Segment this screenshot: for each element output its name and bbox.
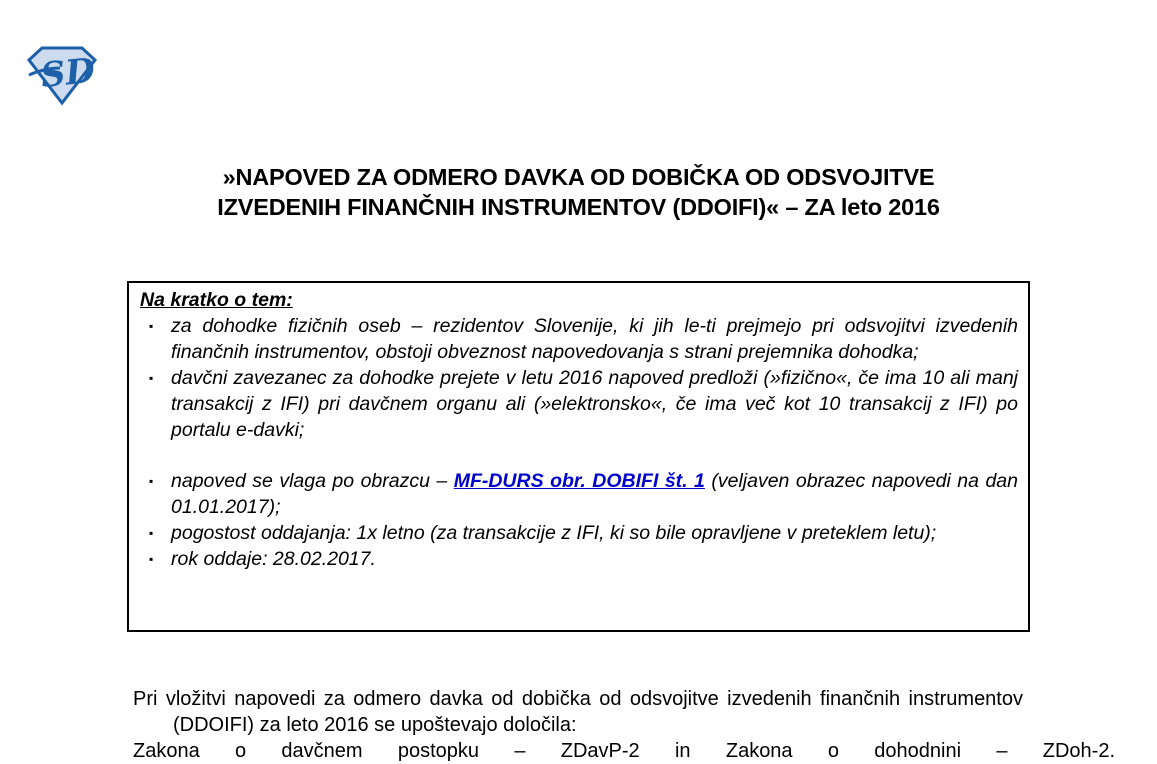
bullet-square-icon: ▪ — [149, 526, 154, 540]
bullet-square-icon: ▪ — [149, 371, 154, 385]
document-title-line2: IZVEDENIH FINANČNIH INSTRUMENTOV (DDOIFI)« – ZA leto 2016 — [217, 194, 940, 220]
sd-logo — [26, 45, 98, 107]
bullet-square-icon: ▪ — [149, 319, 154, 333]
blank-line — [140, 443, 1018, 468]
footer-paragraph: Pri vložitvi napovedi za odmero davka od dobička od odsvojitve izvedenih finančnih instrumentov (DDOIFI) za leto 2016 se upoštevajo določila: — [133, 688, 1023, 736]
summary-box — [127, 281, 1030, 632]
list-item-text: rok oddaje: 28.02.2017. — [171, 548, 376, 570]
bullet-square-icon: ▪ — [149, 552, 154, 566]
list-item-frequency — [140, 520, 1018, 546]
list-item-filing-mode — [140, 365, 1018, 443]
list-item-deadline — [140, 546, 1018, 572]
list-item-text-before-link: napoved se vlaga po obrazcu – — [171, 470, 454, 492]
list-item-text: davčni zavezanec za dohodke prejete v letu 2016 napoved predloži (»fizično«, če ima 10 ali manj transakcij z IFI) pri davčnem organu ali (»elektronsko«, če ima več kot 10 transakcij z IFI) po portalu e-davki; — [171, 367, 1018, 441]
document-title — [100, 162, 1057, 222]
bullet-square-icon: ▪ — [149, 474, 154, 488]
list-item-text-after-link: (veljaven obrazec napovedi na dan 01.01.2017); — [171, 470, 1018, 518]
list-item-text: pogostost oddajanja: 1x letno (za transakcije z IFI, ki so bile opravljene v preteklem letu); — [171, 522, 937, 544]
list-item-residents — [140, 313, 1018, 365]
clipped-bottom-line: Zakona o davčnem postopku – ZDavP-2 in Zakona o dohodnini – ZDoh-2. — [133, 740, 1115, 762]
document-title-line1: »NAPOVED ZA ODMERO DAVKA OD DOBIČKA OD ODSVOJITVE — [222, 164, 935, 190]
logo-letters: SD — [38, 50, 97, 97]
sd-diamond-logo-icon — [26, 45, 98, 107]
list-item-text: za dohodke fizičnih oseb – rezidentov Slovenije, ki jih le-ti prejmejo pri odsvojitvi izvedenih finančnih instrumentov, obstoji obveznost napovedovanja s strani prejemnika dohodka; — [171, 315, 1018, 363]
list-item-form — [140, 468, 1018, 520]
summary-box-heading: Na kratko o tem: — [140, 289, 293, 311]
dobifi-form-link[interactable]: MF-DURS obr. DOBIFI št. 1 — [453, 470, 705, 492]
